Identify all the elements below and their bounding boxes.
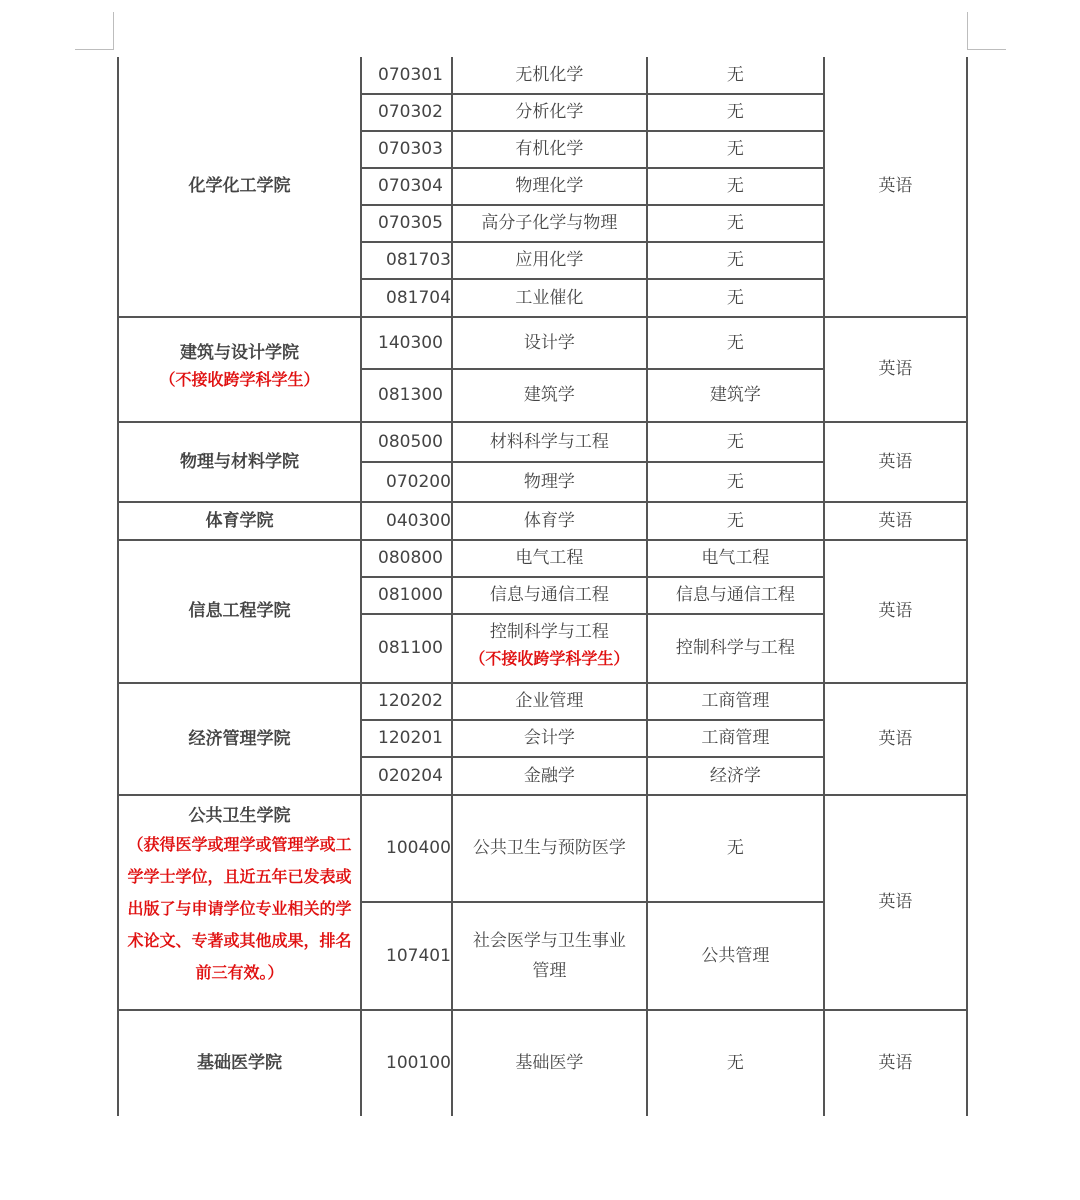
foreign-language: 英语: [824, 1010, 967, 1116]
major-name: 无机化学: [452, 57, 647, 94]
major-name: 基础医学: [452, 1010, 647, 1116]
school-name: 建筑与设计学院: [180, 343, 299, 364]
school-name: 基础医学院: [118, 1010, 361, 1116]
foreign-language: 英语: [824, 683, 967, 795]
related-major: 公共管理: [647, 902, 824, 1010]
school-note: （不接收跨学科学生）: [159, 369, 320, 389]
related-major: 经济学: [647, 757, 824, 795]
major-code: 070304: [361, 168, 452, 205]
major-code: 070200: [361, 462, 452, 502]
school-cell: [118, 795, 361, 1010]
major-name: 信息与通信工程: [452, 577, 647, 614]
table-row: [118, 540, 967, 577]
major-code: 081100: [361, 614, 452, 683]
major-name: 工业催化: [452, 279, 647, 317]
major-name: 电气工程: [452, 540, 647, 577]
school-name: 化学化工学院: [118, 57, 361, 317]
school-name: 公共卫生学院: [188, 806, 291, 826]
major-code: 070305: [361, 205, 452, 242]
major-code: 070301: [361, 57, 452, 94]
related-major: 无: [647, 462, 824, 502]
foreign-language: 英语: [824, 422, 967, 502]
major-code: 120201: [361, 720, 452, 757]
page-corner-mark-right: [967, 12, 1006, 50]
major-code: 100100: [361, 1010, 452, 1116]
major-code: 081000: [361, 577, 452, 614]
school-name: 物理与材料学院: [118, 422, 361, 502]
table-row: [118, 502, 967, 540]
foreign-language: 英语: [824, 57, 967, 317]
major-name: 物理学: [452, 462, 647, 502]
related-major: 工商管理: [647, 720, 824, 757]
related-major: 建筑学: [647, 369, 824, 422]
related-major: 无: [647, 1010, 824, 1116]
related-major: 无: [647, 422, 824, 462]
foreign-language: 英语: [824, 795, 967, 1010]
foreign-language: 英语: [824, 317, 967, 422]
page-corner-mark-left: [75, 12, 114, 50]
table-row: [118, 422, 967, 462]
major-name: 高分子化学与物理: [452, 205, 647, 242]
school-name: 信息工程学院: [118, 540, 361, 683]
related-major: 信息与通信工程: [647, 577, 824, 614]
related-major: 控制科学与工程: [647, 614, 824, 683]
major-name: 金融学: [452, 757, 647, 795]
major-name: 设计学: [452, 317, 647, 369]
related-major: 工商管理: [647, 683, 824, 720]
major-code: 080800: [361, 540, 452, 577]
related-major: 无: [647, 131, 824, 168]
major-name: 公共卫生与预防医学: [452, 795, 647, 902]
major-cell: [452, 614, 647, 683]
related-major: 无: [647, 279, 824, 317]
major-code: 080500: [361, 422, 452, 462]
major-code: 081703: [361, 242, 452, 279]
school-cell: [118, 317, 361, 422]
major-name: 控制科学与工程: [489, 622, 609, 643]
major-name: 分析化学: [452, 94, 647, 131]
school-note: （获得医学或理学或管理学或工学学士学位，且近五年已发表或出版了与申请学位专业相关的学术论文、专著或其他成果，排名前三有效。）: [127, 835, 352, 983]
major-code: 140300: [361, 317, 452, 369]
table-row: [118, 1010, 967, 1116]
majors-table: [117, 57, 968, 1116]
major-code: 070302: [361, 94, 452, 131]
major-name: 会计学: [452, 720, 647, 757]
related-major: 无: [647, 57, 824, 94]
major-code: 070303: [361, 131, 452, 168]
table-row: [118, 57, 967, 94]
related-major: 无: [647, 205, 824, 242]
major-code: 120202: [361, 683, 452, 720]
major-code: 020204: [361, 757, 452, 795]
related-major: 无: [647, 317, 824, 369]
major-code: 081704: [361, 279, 452, 317]
related-major: 无: [647, 795, 824, 902]
table-row: [118, 317, 967, 369]
major-code: 081300: [361, 369, 452, 422]
foreign-language: 英语: [824, 540, 967, 683]
major-note: （不接收跨学科学生）: [469, 648, 630, 668]
table-row: [118, 683, 967, 720]
related-major: 无: [647, 502, 824, 540]
major-name: 有机化学: [452, 131, 647, 168]
related-major: 无: [647, 168, 824, 205]
school-name: 经济管理学院: [118, 683, 361, 795]
major-name: 建筑学: [452, 369, 647, 422]
major-name: 社会医学与卫生事业管理: [452, 902, 647, 1010]
major-name: 体育学: [452, 502, 647, 540]
related-major: 电气工程: [647, 540, 824, 577]
major-name: 企业管理: [452, 683, 647, 720]
table-row: [118, 795, 967, 902]
major-name: 应用化学: [452, 242, 647, 279]
major-code: 107401: [361, 902, 452, 1010]
major-code: 040300: [361, 502, 452, 540]
related-major: 无: [647, 242, 824, 279]
major-name: 材料科学与工程: [452, 422, 647, 462]
foreign-language: 英语: [824, 502, 967, 540]
related-major: 无: [647, 94, 824, 131]
major-code: 100400: [361, 795, 452, 902]
school-name: 体育学院: [118, 502, 361, 540]
major-name: 物理化学: [452, 168, 647, 205]
